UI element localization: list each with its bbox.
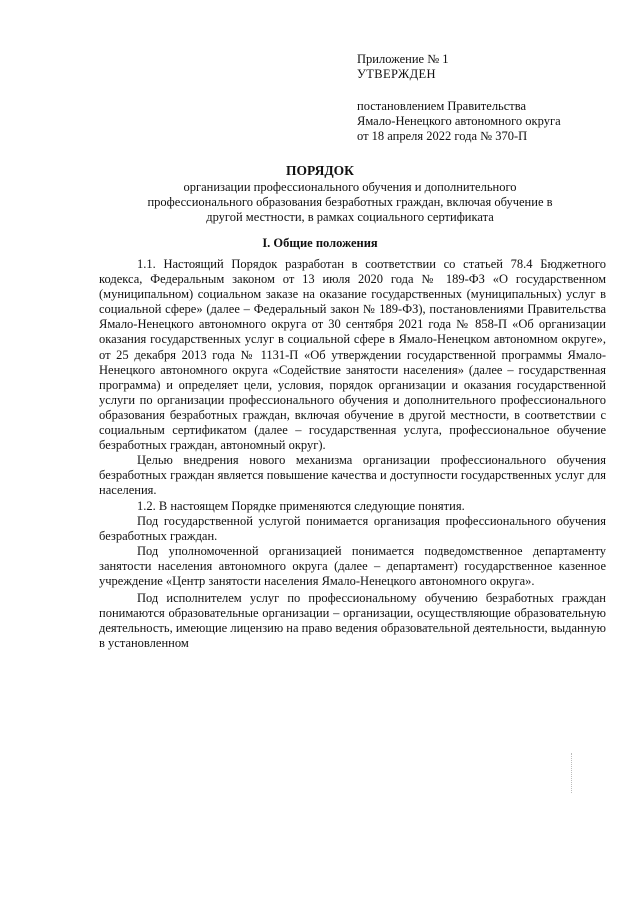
scan-artifact <box>571 753 574 793</box>
appendix-number: Приложение № 1 <box>357 52 449 66</box>
paragraph-service-definition: Под государственной услугой понимается организация профессионального обучения безработных граждан. <box>99 513 606 543</box>
decree-line-3: от 18 апреля 2022 года № 370-П <box>357 129 528 143</box>
approved-label: УТВЕРЖДЕН <box>357 67 436 81</box>
paragraph-service-provider: Под исполнителем услуг по профессиональному обучению безработных граждан понимаются образовательные организации – организации, осуществляющие образовательную деятельность, имеющие лицензию на право ведения образовательной деятельности, выданную в установленном <box>99 591 606 651</box>
document-title: ПОРЯДОК <box>286 163 354 178</box>
subtitle-line-3: другой местности, в рамках социального сертификата <box>206 210 494 224</box>
paragraph-authorized-org: Под уполномоченной организацией понимается подведомственное департаменту занятости населения автономного округа (далее – департамент) государственное казенное учреждение «Центр занятости населения Ямало-Ненецкого автономного округа». <box>99 543 606 588</box>
document-subtitle <box>100 180 600 225</box>
paragraph-1-1: 1.1. Настоящий Порядок разработан в соответствии со статьей 78.4 Бюджетного кодекса, Федеральным законом от 13 июля 2020 года № 189-ФЗ «О государственном (муниципальном) социальном заказе на оказание государственных (муниципальных) услуг в социальной сфере» (далее – Федеральный закон № 189-ФЗ), постановлениями Правительства Ямало-Ненецкого автономного округа от 30 сентября 2021 года № 858-П «Об организации оказания государственных услуг в социальной сфере в Ямало-Ненецком автономном округе», от 25 декабря 2013 года № 1131-П «Об утверждении государственной программы Ямало-Ненецкого автономного округа «Содействие занятости населения» (далее – государственная программа) и определяет цели, условия, порядок организации и оказания государственной услуги по организации профессионального обучения и дополнительного профессионального образования безработных граждан, включая обучение в другой местности, в соответствии с социальным сертификатом (далее – государственная услуга, профессиональное обучение безработных граждан, автономный округ). <box>99 257 606 453</box>
paragraph-goal: Целью внедрения нового механизма организации профессионального обучения безработных граждан является повышение качества и доступности государственных услуг для населения. <box>99 453 606 498</box>
subtitle-line-2: профессионального образования безработных граждан, включая обучение в <box>147 195 553 209</box>
decree-line-1: постановлением Правительства <box>357 99 527 113</box>
appendix-block <box>357 52 627 144</box>
document-body <box>99 257 606 651</box>
paragraph-1-2: 1.2. В настоящем Порядке применяются следующие понятия. <box>137 498 465 513</box>
decree-line-2: Ямало-Ненецкого автономного округа <box>357 114 561 128</box>
subtitle-line-1: организации профессионального обучения и дополнительного <box>183 180 517 194</box>
section-heading: I. Общие положения <box>262 236 378 250</box>
